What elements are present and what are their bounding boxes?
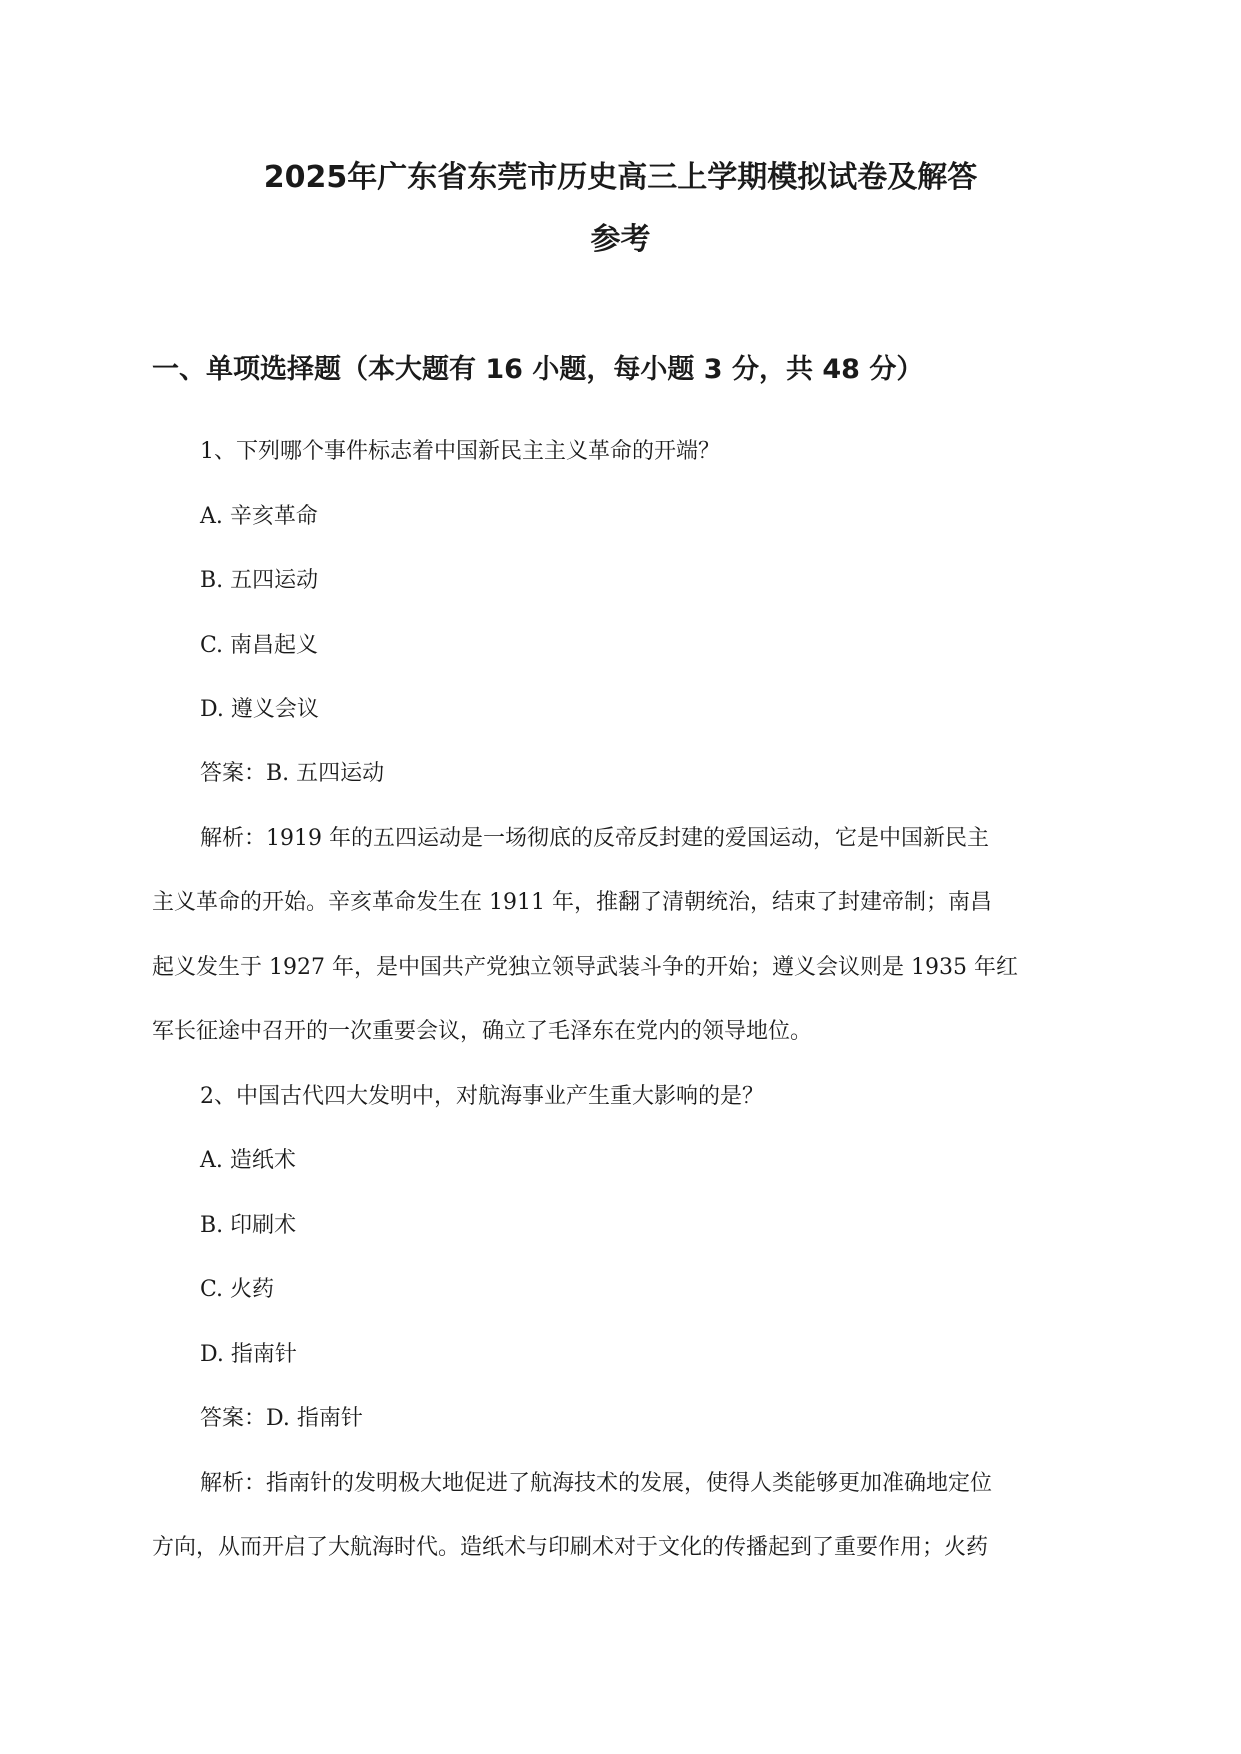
section-heading: 一、单项选择题（本大题有 16 小题，每小题 3 分，共 48 分） bbox=[152, 354, 924, 385]
question-2-option-c: C. 火药 bbox=[200, 1277, 275, 1302]
document-title-line-2: 参考 bbox=[590, 222, 651, 257]
question-2-stem: 2、中国古代四大发明中，对航海事业产生重大影响的是？ bbox=[200, 1084, 764, 1109]
question-1-stem: 1、下列哪个事件标志着中国新民主主义革命的开端？ bbox=[200, 439, 720, 464]
question-1-option-a: A. 辛亥革命 bbox=[200, 504, 318, 529]
document-title-line-1: 2025年广东省东莞市历史高三上学期模拟试卷及解答 bbox=[263, 160, 978, 195]
question-1-analysis-line: 解析：1919 年的五四运动是一场彻底的反帝反封建的爱国运动，它是中国新民主 bbox=[200, 826, 989, 851]
question-2-answer: 答案：D. 指南针 bbox=[200, 1406, 363, 1431]
question-2-analysis-line: 解析：指南针的发明极大地促进了航海技术的发展，使得人类能够更加准确地定位 bbox=[200, 1471, 993, 1496]
question-1-option-c: C. 南昌起义 bbox=[200, 633, 319, 658]
question-2-option-a: A. 造纸术 bbox=[200, 1148, 296, 1173]
question-1-analysis-line: 起义发生于 1927 年，是中国共产党独立领导武装斗争的开始；遵义会议则是 1935 年红 bbox=[152, 955, 1018, 980]
question-2-analysis-line: 方向，从而开启了大航海时代。造纸术与印刷术对于文化的传播起到了重要作用；火药 bbox=[152, 1535, 989, 1560]
question-1-analysis-line: 军长征途中召开的一次重要会议，确立了毛泽东在党内的领导地位。 bbox=[152, 1019, 813, 1044]
question-2-option-d: D. 指南针 bbox=[200, 1342, 297, 1367]
question-1-analysis-line: 主义革命的开始。辛亥革命发生在 1911 年，推翻了清朝统治，结束了封建帝制；南昌 bbox=[152, 890, 992, 915]
question-2-option-b: B. 印刷术 bbox=[200, 1213, 297, 1238]
question-1-answer: 答案：B. 五四运动 bbox=[200, 761, 385, 786]
question-1-option-b: B. 五四运动 bbox=[200, 568, 319, 593]
question-1-option-d: D. 遵义会议 bbox=[200, 697, 319, 722]
